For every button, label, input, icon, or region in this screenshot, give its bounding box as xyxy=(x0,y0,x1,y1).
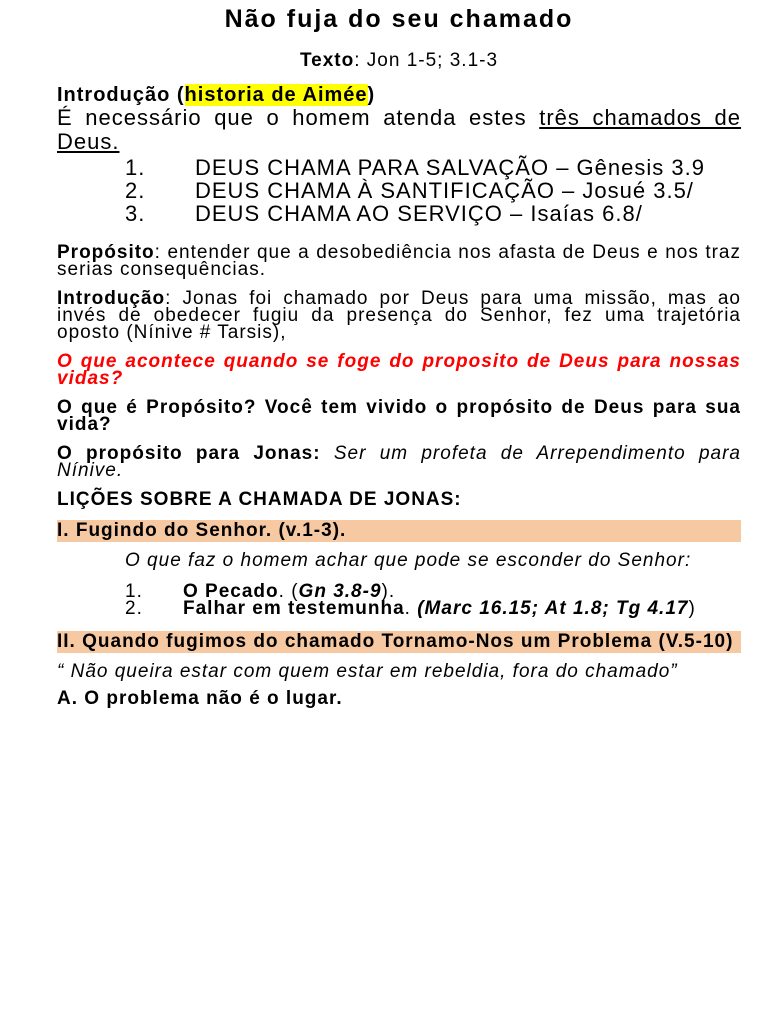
proposito-paragraph xyxy=(57,244,741,278)
list-number: 1. xyxy=(125,155,146,180)
section-1-list xyxy=(57,583,741,617)
scripture-reference xyxy=(57,50,741,72)
item-plain: . xyxy=(404,598,418,619)
list-item xyxy=(57,155,741,180)
document-page xyxy=(57,0,741,707)
section-2-point-a: A. O problema não é o lugar. xyxy=(57,688,343,709)
proposito-text: : entender que a desobediência nos afasta de Deus e nos traz serias consequências. xyxy=(57,242,741,280)
section-1-title: I. Fugindo do Senhor. (v.1-3). xyxy=(57,520,741,542)
proposito-jonas-paragraph xyxy=(57,445,741,479)
proposito-label: Propósito xyxy=(57,242,155,263)
introducao-text: : Jonas foi chamado por Deus para uma missão, mas ao invés de obedecer fugiu da presença do Senhor, fez uma trajetória oposto (Nínive # Tarsis), xyxy=(57,288,741,343)
section-2-quote: “ Não queira estar com quem estar em rebeldia, fora do chamado” xyxy=(57,661,678,682)
item-end: ). xyxy=(381,581,396,602)
texto-label: Texto xyxy=(299,50,355,71)
item-ref: (Marc 16.15; At 1.8; Tg 4.17 xyxy=(417,598,689,619)
intro-paragraph-underlined: três chamados de Deus. xyxy=(57,105,742,154)
list-text: DEUS CHAMA AO SERVIÇO – Isaías 6.8/ xyxy=(195,201,643,226)
item-plain: . ( xyxy=(278,581,299,602)
proposito-jonas-label: O propósito para Jonas: xyxy=(57,443,321,464)
list-number: 2. xyxy=(125,178,146,203)
texto-ref: : Jon 1-5; 3.1-3 xyxy=(354,50,499,71)
item-end: ) xyxy=(688,598,696,619)
purpose-question: O que é Propósito? Você tem vivido o propósito de Deus para sua vida? xyxy=(57,397,741,435)
list-text: DEUS CHAMA PARA SALVAÇÃO – Gênesis 3.9 xyxy=(195,155,705,180)
item-bold: O Pecado xyxy=(183,581,279,602)
intro-heading-close: ) xyxy=(367,84,376,106)
page-title: Não fuja do seu chamado xyxy=(224,5,574,33)
list-item xyxy=(57,201,741,226)
licoes-heading: LIÇÕES SOBRE A CHAMADA DE JONAS: xyxy=(57,489,462,510)
item-ref: Gn 3.8-9 xyxy=(298,581,382,602)
list-number: 2. xyxy=(125,598,143,619)
item-bold: Falhar em testemunha xyxy=(183,598,405,619)
intro-heading xyxy=(57,84,741,106)
list-number: 3. xyxy=(125,201,146,226)
introducao-label: Introdução xyxy=(57,288,166,309)
list-text: DEUS CHAMA À SANTIFICAÇÃO – Josué 3.5/ xyxy=(195,178,694,203)
list-item xyxy=(57,178,741,203)
list-number: 1. xyxy=(125,581,143,602)
red-question: O que acontece quando se foge do proposito de Deus para nossas vidas? xyxy=(57,351,741,389)
intro-paragraph xyxy=(57,106,741,154)
list-text xyxy=(183,600,741,617)
section-1-intro: O que faz o homem achar que pode se esconder do Senhor: xyxy=(125,550,692,571)
intro-paragraph-text: É necessário que o homem atenda estes xyxy=(57,105,540,130)
calls-list xyxy=(57,155,741,226)
proposito-jonas-text: Ser um profeta de Arrependimento para Nínive. xyxy=(57,443,741,481)
highlighted-text: historia de Aimée xyxy=(184,84,368,106)
section-2-title: II. Quando fugimos do chamado Tornamo-Nos um Problema (V.5-10) xyxy=(57,631,741,653)
introducao-paragraph xyxy=(57,290,741,341)
list-item xyxy=(57,600,741,617)
intro-heading-label: Introdução ( xyxy=(57,84,185,106)
